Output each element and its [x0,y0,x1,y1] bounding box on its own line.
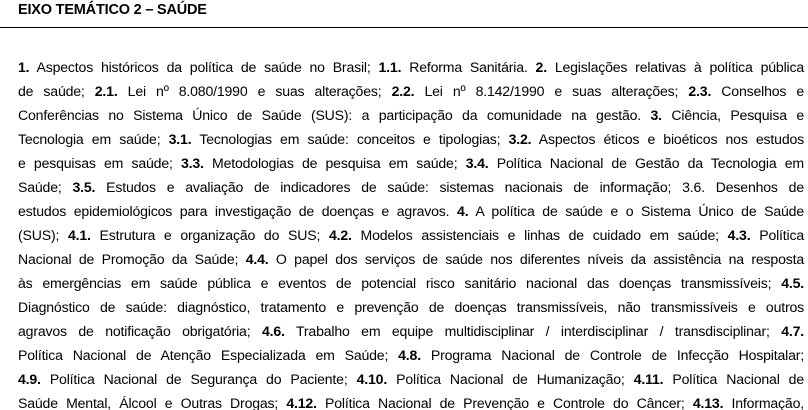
item-number: 4.3. [727,227,751,243]
item-number: 4. [457,203,469,219]
item-text: Estudos e avaliação de indicadores de saúde: sistemas nacionais de informação; 3.6. Desenhos de [95,179,804,195]
item-number: 2.2. [391,83,415,99]
text-line [18,127,804,151]
text-line [18,295,804,319]
text-line [18,391,804,410]
item-text: Política Nacional de Prevenção e Controle do Câncer; [316,395,693,410]
item-text: Modelos assistenciais e linhas de cuidado em saúde; [351,227,728,243]
item-text: Política [750,227,805,243]
item-text: Política Nacional de Humanização; [387,371,634,387]
item-text: Nacional de Promoção da Saúde; [18,251,246,267]
text-line [18,271,804,295]
item-text: Diagnóstico de saúde: diagnóstico, tratamento e prevenção de doenças transmissíveis, não transmissíveis e outros [18,299,804,315]
item-text: Lei nº 8.142/1990 e suas alterações; [414,83,689,99]
item-number: 4.1. [67,227,91,243]
item-text: Reforma Sanitária. [401,59,536,75]
item-text: estudos epidemiológicos para investigação de doenças e agravos. [18,203,458,219]
item-text: Programa Nacional de Controle de Infecção Hospitalar; [420,347,804,363]
text-line [18,343,804,367]
item-number: 4.2. [328,227,352,243]
item-text: O papel dos serviços de saúde nos diferentes níveis da assistência na resposta [268,251,804,267]
item-text: Trabalho em equipe multidisciplinar / interdisciplinar / transdisciplinar; [284,323,782,339]
item-text: Conferências no Sistema Único de Saúde (SUS): a participação da comunidade na gestão. [18,107,651,123]
item-number: 3.4. [465,155,489,171]
item-text: Política Nacional de Atenção Especializada em Saúde; [18,347,399,363]
item-number: 4.13. [692,395,724,410]
text-line [18,223,804,247]
syllabus-paragraph [18,55,804,410]
item-text: (SUS); [18,227,68,243]
item-text: Metodologias de pesquisa em saúde; [203,155,466,171]
item-number: 3.3. [180,155,204,171]
text-line [18,103,804,127]
item-number: 4.7. [781,323,804,339]
item-number: 4.10. [356,371,388,387]
item-text: A política de saúde e o Sistema Único de Saúde [468,203,804,219]
item-text: Saúde; [18,179,73,195]
item-text: Tecnologias em saúde: conceitos e tipologias; [191,131,509,147]
text-line [18,55,804,79]
item-number: 2.3. [688,83,712,99]
item-number: 3.1. [168,131,192,147]
item-number: 3.5. [72,179,96,195]
item-text: Aspectos éticos e bioéticos nos estudos [531,131,804,147]
item-text: Tecnologia em saúde; [18,131,169,147]
item-number: 3. [650,107,662,123]
text-line [18,151,804,175]
item-number: 3.2. [508,131,532,147]
item-text: de saúde; [18,83,95,99]
text-line [18,79,804,103]
item-number: 4.4. [245,251,269,267]
title-divider [0,27,808,28]
item-number: 4.6. [261,323,285,339]
text-line [18,199,804,223]
item-number: 1.1. [378,59,402,75]
section-title: EIXO TEMÁTICO 2 – SAÚDE [18,2,207,18]
item-text: Ciência, Pesquisa e [661,107,804,123]
item-number: 4.5. [781,275,804,291]
item-text: Política Nacional de Segurança do Paciente; [40,371,357,387]
item-text: agravos de notificação obrigatória; [18,323,262,339]
item-text: Saúde Mental, Álcool e Outras Drogas; [18,395,287,410]
text-line [18,367,804,391]
text-line [18,247,804,271]
item-number: 2.1. [94,83,118,99]
item-number: 1. [18,59,30,75]
item-text: Informação, [723,395,804,410]
text-line [18,175,804,199]
item-number: 4.11. [633,371,664,387]
item-text: Legislações relativas à política pública [546,59,805,75]
item-text: Lei nº 8.080/1990 e suas alterações; [117,83,392,99]
item-number: 2. [535,59,547,75]
item-text: Aspectos históricos da política de saúde no Brasil; [29,59,379,75]
item-text: Estrutura e organização do SUS; [90,227,329,243]
item-text: e pesquisas em saúde; [18,155,181,171]
item-text: às emergências em saúde pública e eventos de potencial risco sanitário nacional das doenças transmissíveis; [18,275,782,291]
item-text: Conselhos e [711,83,805,99]
text-line [18,319,804,343]
item-text: Política Nacional de [663,371,804,387]
item-number: 4.12. [286,395,317,410]
item-number: 4.8. [398,347,421,363]
item-number: 4.9. [18,371,41,387]
item-text: Política Nacional de Gestão da Tecnologia em [488,155,804,171]
